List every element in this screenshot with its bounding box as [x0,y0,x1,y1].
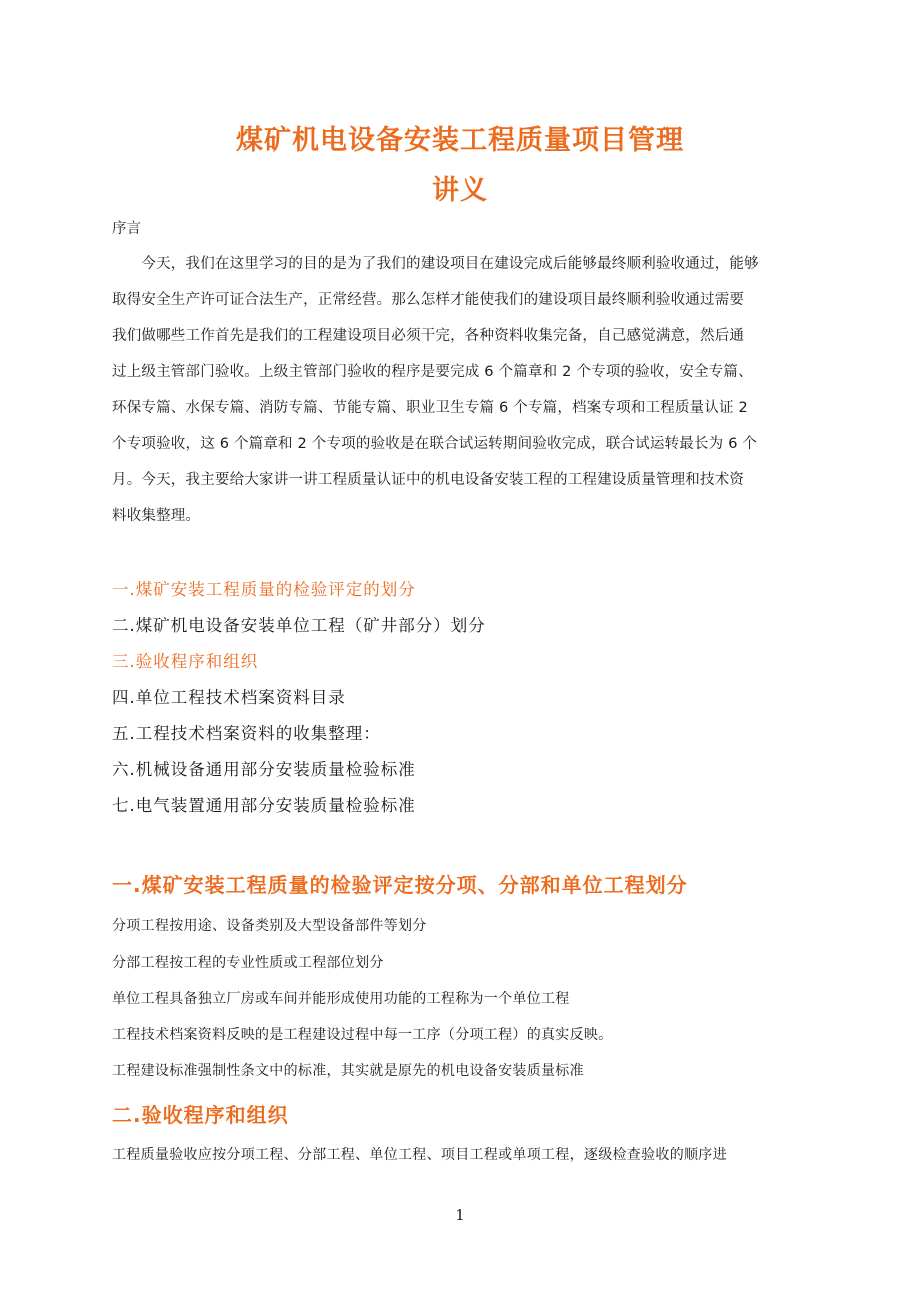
body-line: 单位工程具备独立厂房或车间并能形成使用功能的工程称为一个单位工程 [112,991,570,1007]
preface-line: 过上级主管部门验收。上级主管部门验收的程序是要完成 6 个篇章和 2 个专项的验收，安全专篇、 [112,364,753,380]
preface-line: 月。今天，我主要给大家讲一讲工程质量认证中的机电设备安装工程的工程建设质量管理和技术资 [112,472,745,488]
body-line: 分项工程按用途、设备类别及大型设备部件等划分 [112,918,427,934]
preface-line: 今天，我们在这里学习的目的是为了我们的建设项目在建设完成后能够最终顺利验收通过，能够 [112,256,759,272]
toc-item: 六.机械设备通用部分安装质量检验标准 [112,760,416,779]
body-line: 工程建设标准强制性条文中的标准，其实就是原先的机电设备安装质量标准 [112,1063,584,1079]
toc-item: 五.工程技术档案资料的收集整理： [112,724,381,743]
document-title: 煤矿机电设备安装工程质量项目管理 [236,125,684,156]
body-line: 工程技术档案资料反映的是工程建设过程中每一工序（分项工程）的真实反映。 [112,1027,613,1043]
preface-line: 个专项验收，这 6 个篇章和 2 个专项的验收是在联合试运转期间验收完成，联合试运转最长为 6 个 [112,436,758,452]
toc-item: 四.单位工程技术档案资料目录 [112,688,346,707]
body-line: 分部工程按工程的专业性质或工程部位划分 [112,955,384,971]
toc-item: 一.煤矿安装工程质量的检验评定的划分 [112,580,416,599]
page-number: 1 [455,1206,465,1224]
section-heading: 一.煤矿安装工程质量的检验评定按分项、分部和单位工程划分 [112,873,688,897]
toc-item: 七.电气装置通用部分安装质量检验标准 [112,796,416,815]
document-subtitle: 讲义 [432,175,488,206]
preface-line: 取得安全生产许可证合法生产，正常经营。那么怎样才能使我们的建设项目最终顺利验收通过需要 [112,292,745,308]
body-line: 工程质量验收应按分项工程、分部工程、单位工程、项目工程或单项工程，逐级检查验收的顺序进 [112,1147,727,1163]
preface-line: 我们做哪些工作首先是我们的工程建设项目必须干完，各种资料收集完备，自己感觉满意，然后通 [112,328,745,344]
preface-line: 料收集整理。 [112,508,201,524]
preface-line: 环保专篇、水保专篇、消防专篇、节能专篇、职业卫生专篇 6 个专篇，档案专项和工程质量认证 2 [112,400,748,416]
toc-item: 三.验收程序和组织 [112,652,259,671]
preface-label: 序言 [112,221,141,237]
section-heading: 二.验收程序和组织 [112,1103,289,1127]
toc-item: 二.煤矿机电设备安装单位工程（矿井部分）划分 [112,616,486,635]
